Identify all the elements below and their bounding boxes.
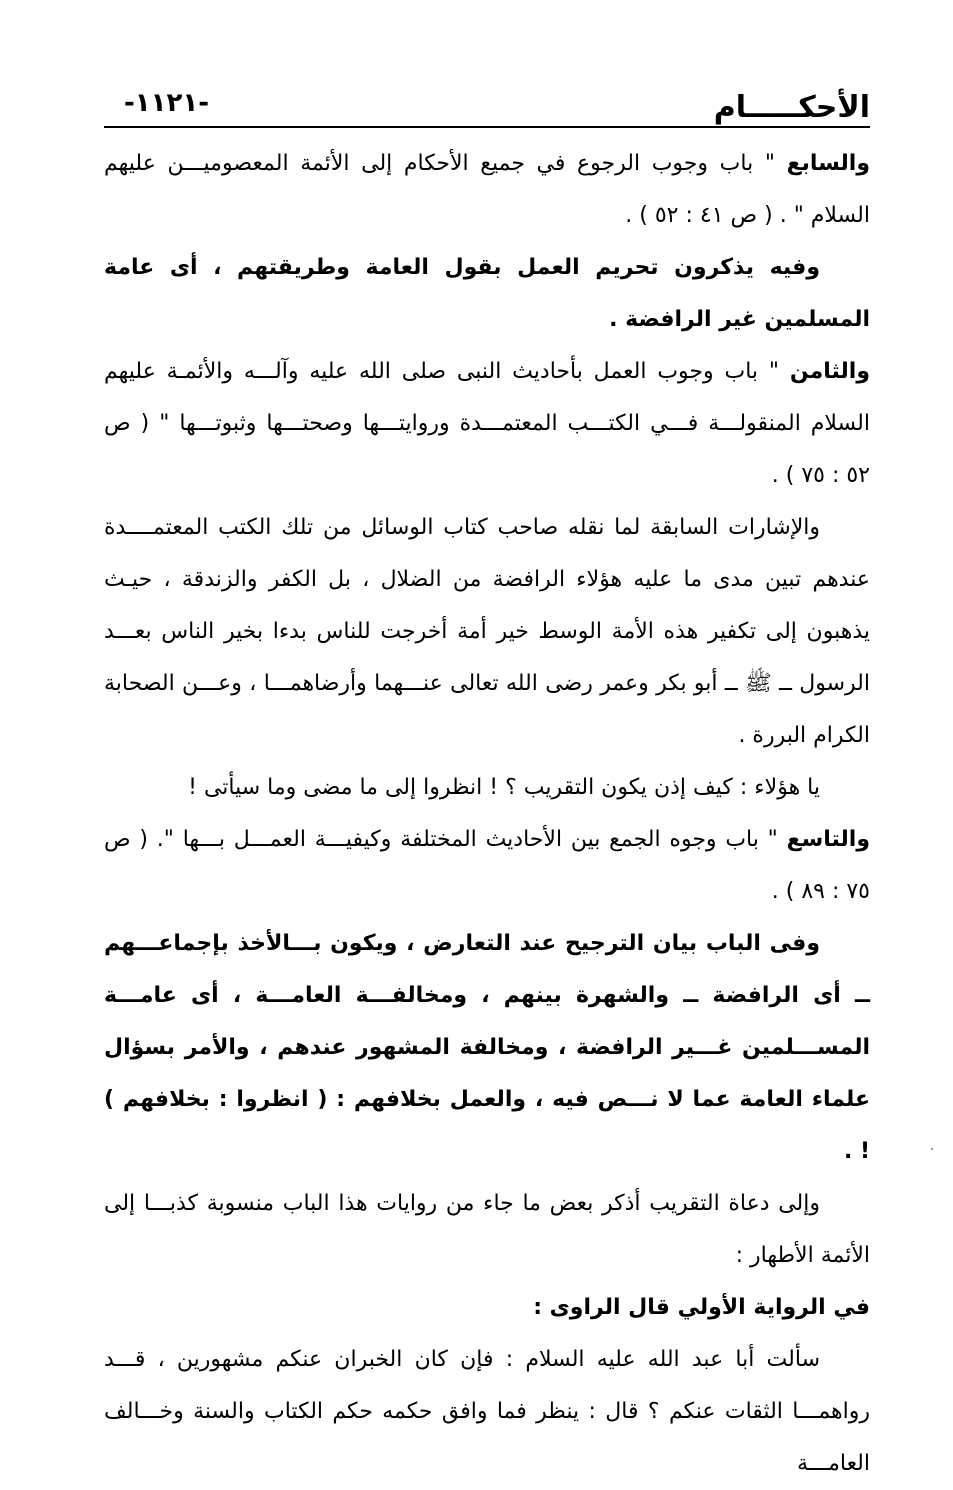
page-header bbox=[104, 90, 870, 128]
paragraph-text: " باب وجوه الجمع بين الأحاديث المختلفة وكيفيـــة العمـــل بـــها ". ( ص ٧٥ : ٨٩ ) . bbox=[104, 827, 870, 904]
narration-text: سألت أبا عبد الله عليه السلام : فإن كان الخبران عنكم مشهورين ، قـــد رواهمـــا الثقات عنكم ؟ قال : ينظر فما وافق حكمه حكم الكتاب والسنة وخـــالف العامـــة bbox=[104, 1347, 870, 1476]
paragraph-ninth bbox=[104, 814, 870, 918]
paragraph-intro-narrations: وإلى دعاة التقريب أذكر بعض ما جاء من روايات هذا الباب منسوبة كذبـــا إلى الأئمة الأطهار : bbox=[104, 1191, 870, 1268]
paragraph-lead: والسابع bbox=[786, 151, 870, 176]
narration-heading: في الرواية الأولي قال الراوى : bbox=[533, 1295, 870, 1320]
paragraph-lead: والثامن bbox=[789, 359, 870, 384]
scan-speck bbox=[931, 1148, 933, 1150]
page-body bbox=[104, 138, 870, 1490]
paragraph-question: يا هؤلاء : كيف إذن يكون التقريب ؟ ! انظروا إلى ما مضى وما سيأتى ! bbox=[188, 775, 820, 800]
paragraph-ninth-note: وفى الباب بيان الترجيح عند التعارض ، ويكون بـــالأخذ بإجماعـــهم ــ أى الرافضة ــ والشهرة بينهم ، ومخالفـــة العامـــة ، أى عامـــة المســـلمين غـــير الرافضة ، ومخالفة المشهور عندهم ، والأمر بسؤال علماء العامة عما لا نـــص فيه ، والعمل بخلافهم : ( انظروا : بخلافهم ) ! . bbox=[104, 931, 870, 1164]
paragraph-commentary: والإشارات السابقة لما نقله صاحب كتاب الوسائل من تلك الكتب المعتمــــدة عندهم تبين مدى ما عليه هؤلاء الرافضة من الضلال ، بل الكفر والزندقة ، حيـث يذهبون إلى تكفير هذه الأمة الوسط خير أمة أخرجت للناس بدءا بخير الناس بعـــد الرسول ــ ﷺ ــ أبو بكر وعمر رضى الله تعالى عنـــهما وأرضاهمـــا ، وعـــن الصحابة الكرام البررة . bbox=[104, 515, 870, 748]
paragraph-seventh bbox=[104, 138, 870, 242]
paragraph-lead: والتاسع bbox=[786, 827, 870, 852]
paragraph-seventh-note: وفيه يذكرون تحريم العمل بقول العامة وطريقتهم ، أى عامة المسلمين غير الرافضة . bbox=[104, 255, 870, 332]
paragraph-text: " باب وجوب العمل بأحاديث النبى صلى الله عليه وآلـــه والأئمـة عليهم السلام المنقولـــة فـــي الكتـــب المعتمـــدة وروايتـــها وصحتـــها وثبوتـــها " ( ص ٥٢ : ٧٥ ) . bbox=[104, 359, 870, 488]
page-number: -١١٢١- bbox=[124, 88, 210, 118]
chapter-title: الأحكـــــام bbox=[713, 90, 870, 125]
paragraph-text: " باب وجوب الرجوع في جميع الأحكام إلى الأئمة المعصوميـــن عليهم السلام " . ( ص ٤١ : ٥٢ ) . bbox=[104, 151, 870, 228]
paragraph-eighth bbox=[104, 346, 870, 502]
